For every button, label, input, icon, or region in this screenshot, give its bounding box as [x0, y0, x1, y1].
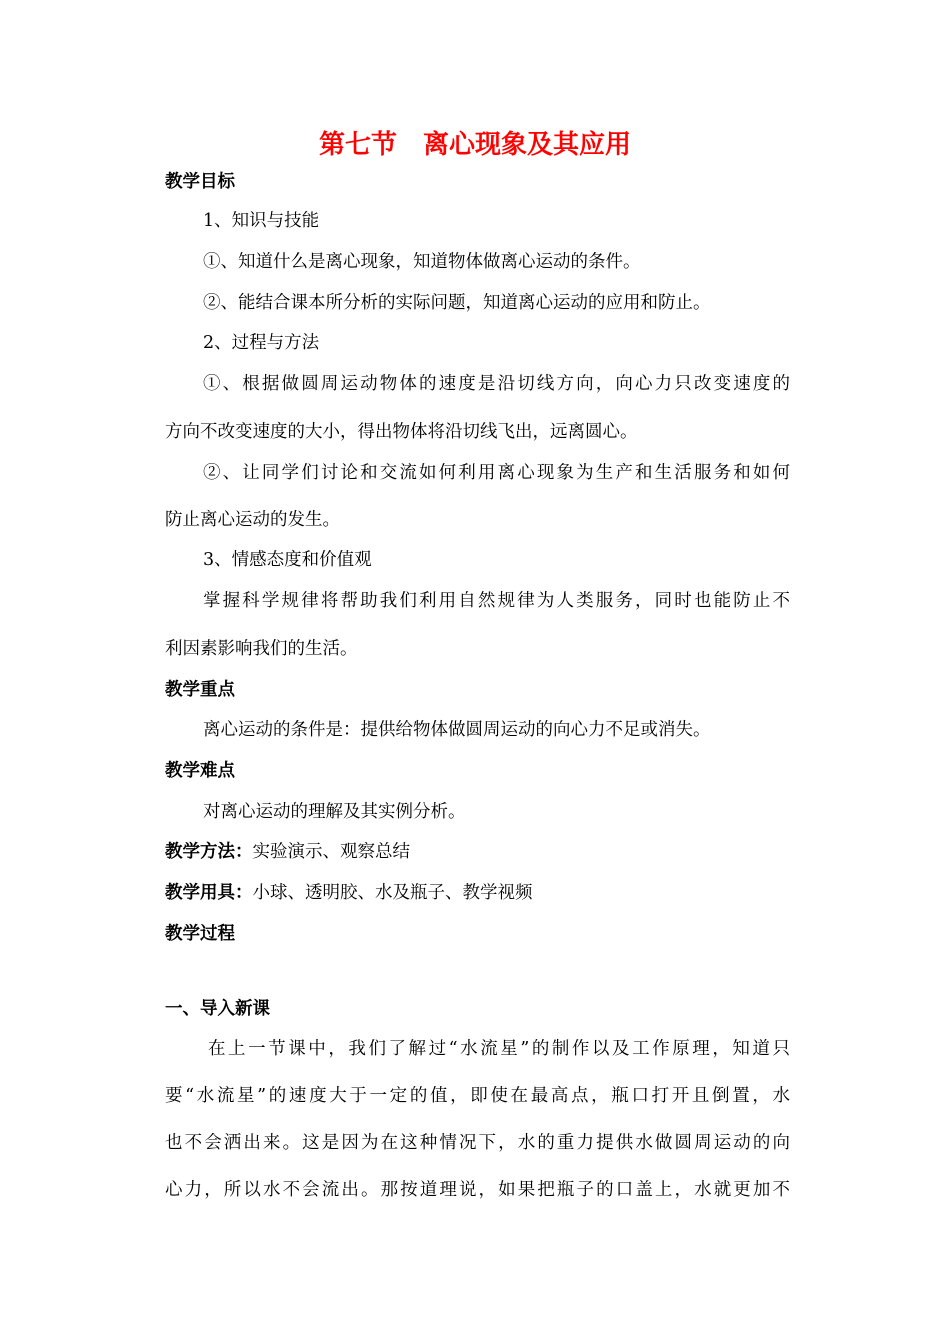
teaching-method-line [165, 840, 790, 864]
paragraph: 2、过程与方法 [203, 333, 320, 353]
paragraph-continuation: 心力，所以水不会流出。那按道理说，如果把瓶子的口盖上，水就更加不 [165, 1180, 790, 1200]
paragraph: 在上一节课中，我们了解过“水流星”的制作以及工作原理，知道只 [208, 1039, 790, 1059]
paragraph: 离心运动的条件是：提供给物体做圆周运动的向心力不足或消失。 [203, 720, 711, 740]
section-heading-teaching-objectives: 教学目标 [165, 172, 235, 192]
paragraph-continuation: 要“水流星”的速度大于一定的值，即使在最高点，瓶口打开且倒置，水 [165, 1086, 790, 1106]
teaching-method-label: 教学方法： [165, 842, 253, 862]
paragraph: ①、知道什么是离心现象，知道物体做离心运动的条件。 [203, 252, 641, 272]
paragraph-continuation: 方向不改变速度的大小，得出物体将沿切线飞出，远离圆心。 [165, 422, 638, 442]
paragraph-continuation: 防止离心运动的发生。 [165, 510, 340, 530]
paragraph-continuation: 也不会洒出来。这是因为在这种情况下，水的重力提供水做圆周运动的向 [165, 1133, 790, 1153]
paragraph: 3、情感态度和价值观 [203, 550, 372, 570]
section-heading-difficulties: 教学难点 [165, 761, 235, 781]
paragraph-continuation: 利因素影响我们的生活。 [165, 639, 358, 659]
section-heading-teaching-process: 教学过程 [165, 924, 235, 944]
teaching-tools-label: 教学用具： [165, 883, 253, 903]
paragraph: ②、让同学们讨论和交流如何利用离心现象为生产和生活服务和如何 [203, 463, 790, 483]
paragraph: 1、知识与技能 [203, 211, 320, 231]
document-title: 第七节 离心现象及其应用 [318, 130, 631, 160]
paragraph: ①、根据做圆周运动物体的速度是沿切线方向，向心力只改变速度的 [203, 374, 790, 394]
teaching-tools-line [165, 881, 790, 905]
teaching-tools-value: 小球、透明胶、水及瓶子、教学视频 [252, 883, 533, 903]
paragraph: ②、能结合课本所分析的实际问题，知道离心运动的应用和防止。 [203, 293, 711, 313]
section-heading-introduction: 一、导入新课 [165, 999, 270, 1019]
teaching-method-value: 实验演示、观察总结 [252, 842, 410, 862]
section-heading-key-points: 教学重点 [165, 680, 235, 700]
paragraph: 掌握科学规律将帮助我们利用自然规律为人类服务，同时也能防止不 [203, 591, 790, 611]
paragraph: 对离心运动的理解及其实例分析。 [203, 802, 466, 822]
